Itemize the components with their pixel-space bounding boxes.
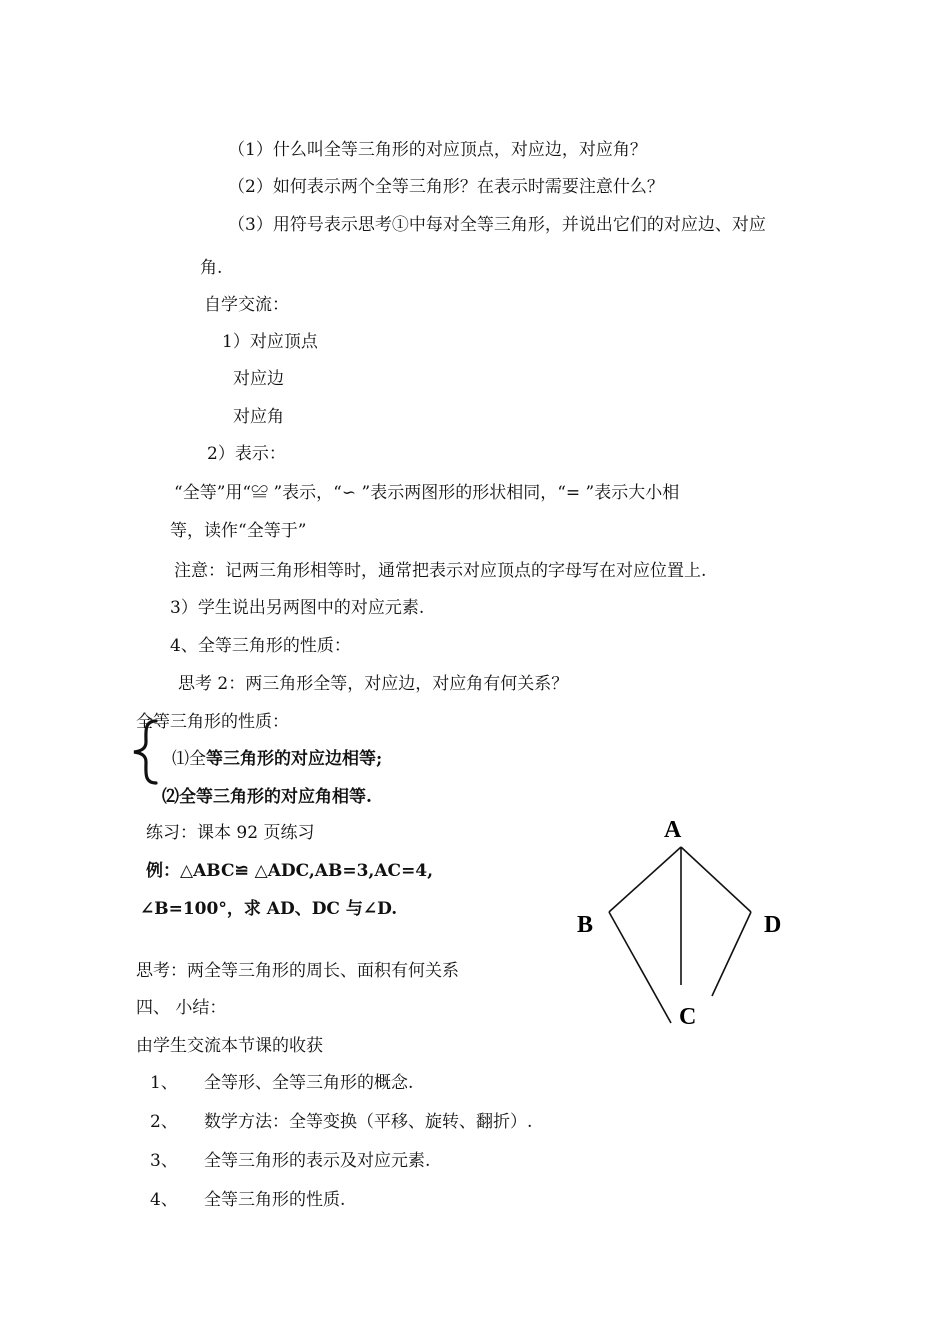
vertex-label-a: A [664,817,682,843]
properties-heading: 4、全等三角形的性质： [170,636,351,656]
summary-item-text: 全等三角形的表示及对应元素. [204,1151,431,1171]
symbols-line-2: 等，读作“全等于” [170,521,307,541]
gains-line: 由学生交流本节课的收获 [136,1036,323,1056]
property-1-rest: 等三角形的对应边相等; [206,749,383,769]
students-line: 3）学生说出另两图中的对应元素. [170,598,425,618]
summary-item-number: 4、 [150,1190,178,1210]
summary-item-number: 1、 [150,1073,178,1093]
summary-item-text: 数学方法：全等变换（平移、旋转、翻折）. [204,1112,533,1132]
question-2: （2）如何表示两个全等三角形？在表示时需要注意什么？ [228,177,664,197]
corresponding-angle: 对应角 [233,407,284,427]
summary-item [150,1072,178,1094]
vertex-label-c: C [679,1004,697,1030]
quadrilateral-figure [560,810,800,1040]
think-3-line: 思考：两全等三角形的周长、面积有何关系 [136,961,459,981]
property-2: ⑵全等三角形的对应角相等. [162,787,372,807]
property-1 [172,748,382,770]
notation-heading: 2）表示： [207,444,286,464]
corresponding-side: 对应边 [233,369,284,389]
vertex-label-b: B [577,912,594,938]
summary-item [150,1111,178,1133]
summary-item-text: 全等形、全等三角形的概念. [204,1073,414,1093]
curly-brace-icon [130,718,162,786]
property-1-lead: ⑴全 [172,749,206,769]
example-line-1: 例：△ABC≌ △ADC,AB=3,AC=4, [146,861,434,881]
question-3-line-2: 角. [200,258,223,278]
corresponding-vertex: 1）对应顶点 [222,332,318,352]
question-1: （1）什么叫全等三角形的对应顶点，对应边，对应角？ [228,140,647,160]
summary-item-number: 3、 [150,1151,178,1171]
segment-ad [681,847,751,912]
summary-item [150,1189,178,1211]
think-2-line: 思考 2：两三角形全等，对应边，对应角有何关系？ [178,674,569,694]
summary-item-text: 全等三角形的性质. [204,1190,346,1210]
segment-bc [609,912,671,1023]
summary-item [150,1150,178,1172]
properties-title: 全等三角形的性质： [136,712,289,732]
summary-heading: 四、 小结： [136,998,227,1018]
note-line: 注意：记两三角形相等时，通常把表示对应顶点的字母写在对应位置上. [174,561,707,581]
segment-dc [712,912,751,996]
segment-ab [609,847,681,912]
symbols-line-1: “全等”用“≌ ”表示，“∽ ”表示两图形的形状相同，“= ”表示大小相 [174,483,680,503]
exercise-line: 练习：课本 92 页练习 [146,823,315,843]
self-study-heading: 自学交流： [204,295,289,315]
example-line-2: ∠B=100°，求 AD、DC 与∠D. [140,899,398,919]
question-3-line-1: （3）用符号表示思考①中每对全等三角形，并说出它们的对应边、对应 [228,215,766,235]
summary-item-number: 2、 [150,1112,178,1132]
vertex-label-d: D [764,912,782,938]
